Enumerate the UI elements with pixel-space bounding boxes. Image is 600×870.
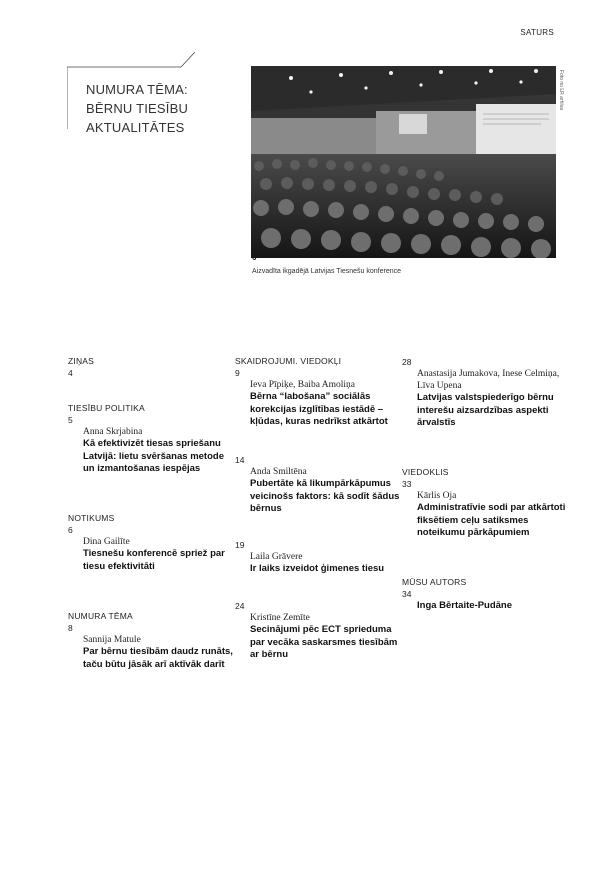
toc-page-number: 28 bbox=[402, 357, 412, 367]
toc-section-label: NUMURA TĒMA bbox=[68, 611, 133, 621]
theme-title bbox=[86, 80, 226, 137]
toc-page-number: 4 bbox=[68, 368, 73, 378]
toc-item[interactable] bbox=[235, 612, 405, 662]
toc-entry bbox=[402, 356, 572, 430]
toc-section-label: SKAIDROJUMI. VIEDOKĻI bbox=[235, 356, 342, 366]
toc-title[interactable]: Tiesnešu konferencē spriež par tiesu efektivitāti bbox=[83, 548, 225, 572]
toc-item[interactable] bbox=[402, 368, 572, 430]
photo-caption: Aizvadīta ikgadējā Latvijas Tiesnešu konference bbox=[252, 268, 402, 275]
toc-title[interactable]: Kā efektivizēt tiesas spriešanu Latvijā: lietu svēršanas metode un izmantošanas iespējas bbox=[83, 438, 224, 474]
toc-page-number: 33 bbox=[402, 479, 412, 489]
toc-section-label: ZIŅAS bbox=[68, 356, 95, 366]
toc-page-number: 24 bbox=[235, 601, 245, 611]
toc-title[interactable]: Latvijas valstspiederīgo bērnu interešu aizsardzības aspekti ārvalstīs bbox=[417, 392, 554, 428]
toc-item[interactable] bbox=[235, 466, 405, 516]
toc-entry bbox=[235, 539, 405, 576]
toc-item[interactable] bbox=[235, 379, 405, 429]
toc-title[interactable]: Inga Bērtaite-Pudāne bbox=[417, 600, 513, 611]
toc-page-number: 14 bbox=[235, 455, 245, 465]
toc-page-number: 8 bbox=[68, 623, 73, 633]
theme-title-line-2: BĒRNU TIESĪBU bbox=[86, 101, 189, 116]
toc-title[interactable]: Administratīvie sodi par atkārtoti fiksētiem ceļu satiksmes noteikumu pārkāpumiem bbox=[417, 502, 566, 538]
toc-author: Kārlis Oja bbox=[417, 491, 457, 501]
toc-author: Anastasija Jumakova, Inese Celmiņa, Līva Upena bbox=[417, 369, 560, 391]
toc-page-number: 34 bbox=[402, 589, 412, 599]
conference-photo bbox=[251, 66, 556, 258]
toc-item[interactable] bbox=[402, 600, 572, 613]
toc-section-label: VIEDOKLIS bbox=[402, 467, 449, 477]
toc-entry bbox=[68, 513, 238, 573]
toc-item[interactable] bbox=[68, 634, 238, 671]
toc-section-label: TIESĪBU POLITIKA bbox=[68, 403, 145, 413]
toc-title[interactable]: Bērna “labošana” sociālās korekcijas izglītības iestādē – kļūdas, kuras nedrīkst atkārtot bbox=[250, 391, 388, 427]
photo-page-number: 6 bbox=[252, 253, 257, 262]
toc-page-number: 5 bbox=[68, 415, 73, 425]
toc-entry bbox=[235, 356, 405, 429]
toc-page-number: 19 bbox=[235, 540, 245, 550]
toc-title[interactable]: Secinājumi pēc ECT sprieduma par vecāka saskarsmes tiesībām ar bērnu bbox=[250, 624, 398, 660]
photo-credit: Foto no LR arhīva bbox=[558, 70, 564, 111]
toc-item[interactable] bbox=[68, 426, 238, 476]
toc-page-number: 6 bbox=[68, 525, 73, 535]
toc-author: Laila Grāvere bbox=[250, 552, 303, 562]
toc-entry bbox=[235, 454, 405, 516]
toc-item[interactable] bbox=[235, 551, 405, 576]
toc-author: Kristīne Zemīte bbox=[250, 613, 310, 623]
toc-author: Sannija Matule bbox=[83, 635, 141, 645]
toc-entry bbox=[402, 467, 572, 540]
toc-section-label: MŪSU AUTORS bbox=[402, 577, 467, 587]
theme-title-line-3: AKTUALITĀTES bbox=[86, 120, 185, 135]
toc-entry bbox=[235, 600, 405, 662]
toc-author: Dina Gailīte bbox=[83, 537, 130, 547]
theme-title-line-1: NUMURA TĒMA: bbox=[86, 82, 188, 97]
toc-page-number: 9 bbox=[235, 368, 240, 378]
toc-entry bbox=[68, 403, 238, 476]
toc-entry bbox=[68, 356, 238, 379]
toc-entry bbox=[402, 577, 572, 613]
toc-section-label: NOTIKUMS bbox=[68, 513, 115, 523]
toc-title[interactable]: Pubertāte kā likumpārkāpumus veicinošs faktors: kā sodīt šādus bērnus bbox=[250, 478, 400, 514]
toc-item[interactable] bbox=[402, 490, 572, 540]
toc-item[interactable] bbox=[68, 536, 238, 573]
toc-entry bbox=[68, 611, 238, 671]
toc-author: Anna Skrjabina bbox=[83, 427, 143, 437]
header-label: SATURS bbox=[520, 28, 554, 37]
toc-author: Anda Smiltēna bbox=[250, 467, 307, 477]
toc-title[interactable]: Par bērnu tiesībām daudz runāts, taču būtu jāsāk arī aktīvāk darīt bbox=[83, 646, 233, 670]
toc-title[interactable]: Ir laiks izveidot ģimenes tiesu bbox=[250, 563, 385, 574]
toc-author: Ieva Pīpiķe, Baiba Amoliņa bbox=[250, 380, 356, 390]
